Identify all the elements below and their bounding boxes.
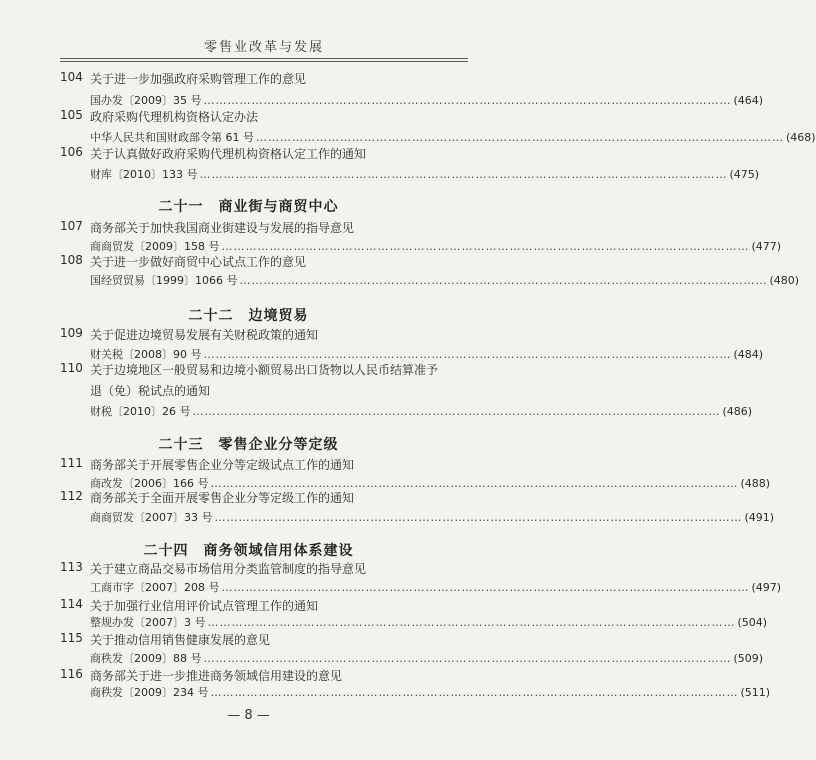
entry-doc-line [90, 684, 771, 700]
entry-page[interactable]: (504) [737, 616, 768, 629]
entry-page[interactable]: (475) [729, 168, 760, 181]
running-header: 零售业改革与发展 [203, 40, 324, 55]
entry-page[interactable]: (484) [733, 348, 764, 361]
leader-dots: …………………………………………………………………………………………………………………… [203, 94, 732, 107]
entry-doc-line [90, 92, 764, 108]
section-heading: 二十一 商业街与商贸中心 [158, 199, 339, 215]
section-heading: 二十三 零售企业分等定级 [158, 437, 339, 453]
entry-doc-number: 工商市字〔2007〕208 号 [90, 581, 220, 594]
section-heading: 二十四 商务领域信用体系建设 [143, 543, 354, 559]
entry-number: 106 [60, 145, 83, 159]
entry-doc-number: 中华人民共和国财政部令第 61 号 [90, 131, 254, 144]
entry-number: 108 [60, 253, 83, 267]
header-rule-thin [60, 61, 468, 62]
entry-doc-number: 国办发〔2009〕35 号 [90, 94, 202, 107]
entry-doc-number: 财关税〔2008〕90 号 [90, 348, 202, 361]
entry-doc-number: 商改发〔2006〕166 号 [90, 477, 209, 490]
header-rule [60, 58, 468, 59]
entry-doc-line [90, 166, 760, 182]
entry-title[interactable]: 商务部关于开展零售企业分等定级试点工作的通知 [90, 458, 355, 472]
entry-title[interactable]: 关于加强行业信用评价试点管理工作的通知 [90, 599, 319, 613]
entry-page[interactable]: (468) [786, 131, 816, 144]
entry-title[interactable]: 关于进一步加强政府采购管理工作的意见 [90, 72, 307, 86]
entry-doc-number: 国经贸贸易〔1999〕1066 号 [90, 274, 238, 287]
leader-dots: …………………………………………………………………………………………………………………… [256, 131, 784, 144]
entry-number: 110 [60, 361, 83, 375]
entry-number: 113 [60, 560, 83, 574]
page-number: — 8 — [227, 708, 270, 723]
entry-title[interactable]: 商务部关于全面开展零售企业分等定级工作的通知 [90, 491, 355, 505]
leader-dots: …………………………………………………………………………………………………………………… [210, 477, 739, 490]
leader-dots: …………………………………………………………………………………………………………………… [239, 274, 768, 287]
entry-doc-number: 整规办发〔2007〕3 号 [90, 616, 206, 629]
entry-doc-line [90, 346, 764, 362]
leader-dots: …………………………………………………………………………………………………………………… [207, 616, 736, 629]
section-heading: 二十二 边境贸易 [188, 308, 309, 324]
leader-dots: …………………………………………………………………………………………………………………… [203, 348, 732, 361]
entry-number: 111 [60, 456, 83, 470]
entry-title[interactable]: 商务部关于进一步推进商务领域信用建设的意见 [90, 669, 343, 683]
entry-doc-number: 商商贸发〔2009〕158 号 [90, 240, 220, 253]
entry-doc-line [90, 650, 764, 666]
entry-number: 107 [60, 219, 83, 233]
entry-doc-line [90, 579, 782, 595]
leader-dots: …………………………………………………………………………………………………………………… [203, 652, 732, 665]
entry-page[interactable]: (464) [733, 94, 764, 107]
entry-page[interactable]: (511) [740, 686, 771, 699]
entry-number: 104 [60, 70, 83, 84]
entry-title[interactable]: 关于促进边境贸易发展有关财税政策的通知 [90, 328, 319, 342]
leader-dots: …………………………………………………………………………………………………………………… [210, 686, 739, 699]
entry-title[interactable]: 关于建立商品交易市场信用分类监管制度的指导意见 [90, 562, 367, 576]
entry-doc-line [90, 238, 782, 254]
entry-number: 116 [60, 667, 83, 681]
entry-title[interactable]: 商务部关于加快我国商业街建设与发展的指导意见 [90, 221, 355, 235]
entry-doc-line [90, 403, 753, 419]
entry-title[interactable]: 关于推动信用销售健康发展的意见 [90, 633, 271, 647]
entry-page[interactable]: (509) [733, 652, 764, 665]
entry-number: 105 [60, 108, 83, 122]
entry-doc-number: 财库〔2010〕133 号 [90, 168, 198, 181]
entry-title[interactable]: 关于边境地区一般贸易和边境小额贸易出口货物以人民币结算准予 [90, 363, 439, 377]
leader-dots: …………………………………………………………………………………………………………………… [214, 511, 743, 524]
entry-doc-line [90, 614, 768, 630]
entry-page[interactable]: (497) [751, 581, 782, 594]
leader-dots: …………………………………………………………………………………………………………………… [221, 581, 750, 594]
entry-number: 115 [60, 631, 83, 645]
entry-page[interactable]: (488) [740, 477, 771, 490]
entry-doc-number: 财税〔2010〕26 号 [90, 405, 191, 418]
entry-doc-number: 商秩发〔2009〕234 号 [90, 686, 209, 699]
entry-doc-line [90, 509, 775, 525]
entry-doc-number: 商商贸发〔2007〕33 号 [90, 511, 213, 524]
entry-doc-line [90, 272, 800, 288]
entry-number: 109 [60, 326, 83, 340]
entry-title[interactable]: 政府采购代理机构资格认定办法 [90, 110, 259, 124]
entry-doc-number: 商秩发〔2009〕88 号 [90, 652, 202, 665]
entry-title[interactable]: 关于进一步做好商贸中心试点工作的意见 [90, 255, 307, 269]
entry-title[interactable]: 关于认真做好政府采购代理机构资格认定工作的通知 [90, 147, 367, 161]
entry-page[interactable]: (491) [744, 511, 775, 524]
leader-dots: …………………………………………………………………………………………………………………… [192, 405, 721, 418]
entry-doc-line [90, 129, 816, 145]
entry-page[interactable]: (477) [751, 240, 782, 253]
entry-number: 112 [60, 489, 83, 503]
entry-number: 114 [60, 597, 83, 611]
entry-title-continued[interactable]: 退（免）税试点的通知 [90, 384, 211, 398]
entry-page[interactable]: (486) [722, 405, 753, 418]
entry-page[interactable]: (480) [769, 274, 800, 287]
leader-dots: …………………………………………………………………………………………………………………… [199, 168, 728, 181]
leader-dots: …………………………………………………………………………………………………………………… [221, 240, 750, 253]
